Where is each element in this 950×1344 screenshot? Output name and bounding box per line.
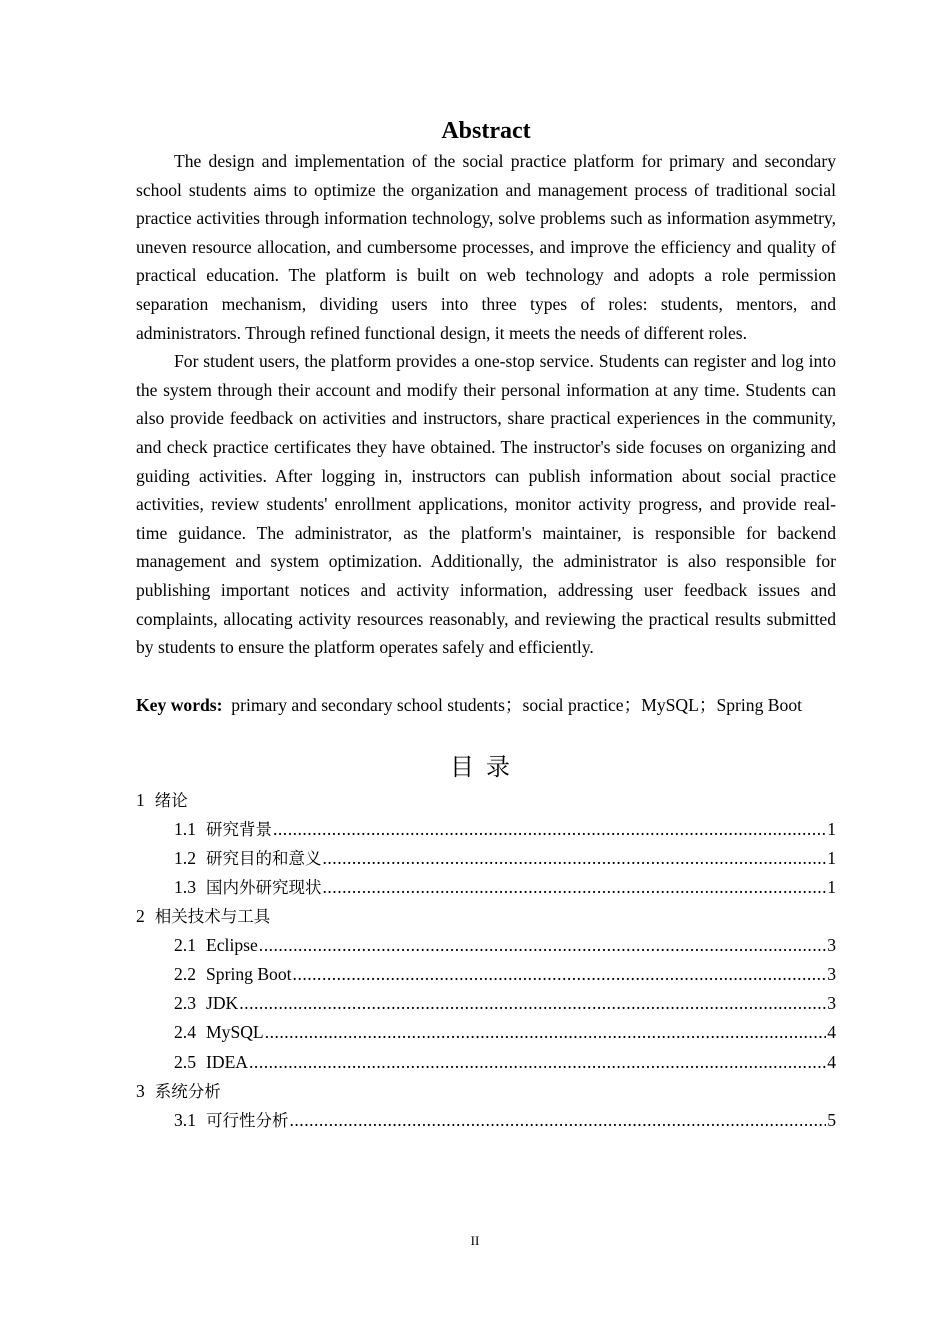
toc-entry[interactable]	[136, 786, 836, 815]
toc-title: 目录	[450, 752, 522, 781]
toc-dot-leader	[259, 931, 826, 960]
toc-entry[interactable]	[136, 1077, 836, 1106]
keywords-text: primary and secondary school students；social practice；MySQL；Spring Boot	[231, 694, 803, 715]
toc-entry-number: 2.4	[174, 1022, 196, 1043]
toc-entry[interactable]	[136, 873, 836, 902]
toc-entry-title: 研究目的和意义	[206, 848, 322, 868]
toc-entry-page: 5	[827, 1109, 836, 1130]
toc-entry[interactable]	[136, 989, 836, 1018]
toc-entry-title: 研究背景	[206, 819, 272, 839]
toc-entry[interactable]	[136, 1106, 836, 1135]
toc-dot-leader	[293, 960, 827, 989]
abstract-title: Abstract	[441, 118, 531, 144]
keywords-label: Key words:	[136, 694, 223, 715]
abstract-paragraph-1: The design and implementation of the social practice platform for primary and secondary school students aims to optimize the organization and management process of traditional social practice activities through information technology, solve problems such as information asymmetry, uneven resource allocation, and cumbersome processes, and improve the efficiency and quality of practical education. The platform is built on web technology and adopts a role permission separation mechanism, dividing users into three types of roles: students, mentors, and administrators. Through refined functional design, it meets the needs of different roles.	[136, 151, 836, 343]
toc-entry-number: 1.1	[174, 818, 196, 839]
keywords-line	[136, 691, 836, 720]
toc-entry-title: 国内外研究现状	[206, 877, 322, 897]
toc-entry-page: 1	[827, 847, 836, 868]
toc-entry-title: 绪论	[154, 790, 188, 810]
toc-dot-leader	[239, 989, 826, 1018]
toc-dot-leader	[323, 873, 827, 902]
toc-entry-title: JDK	[206, 993, 239, 1014]
toc-entry-number: 2.5	[174, 1051, 196, 1072]
toc-entry-page: 3	[827, 964, 836, 985]
toc-entry[interactable]	[136, 902, 836, 931]
toc-entry-title: Eclipse	[206, 935, 258, 956]
toc-dot-leader	[273, 815, 826, 844]
toc-entry[interactable]	[136, 844, 836, 873]
toc-entry-title: 相关技术与工具	[154, 907, 271, 927]
toc-entry[interactable]	[136, 1018, 836, 1047]
toc-entry[interactable]	[136, 931, 836, 960]
toc-entry-title: IDEA	[206, 1051, 249, 1072]
toc-entry-page: 3	[827, 935, 836, 956]
page-content	[136, 115, 836, 1135]
toc-entry-title: 可行性分析	[206, 1110, 289, 1130]
toc-entry-page: 4	[827, 1051, 836, 1072]
toc-entry-page: 3	[827, 993, 836, 1014]
toc-entry[interactable]	[136, 960, 836, 989]
toc-entry-number: 3	[136, 1080, 145, 1101]
toc-entry-page: 1	[827, 876, 836, 897]
toc-entry-number: 1	[136, 789, 145, 810]
toc-entry-number: 2.2	[174, 964, 196, 985]
toc-entry-number: 1.3	[174, 876, 196, 897]
toc-entry-number: 1.2	[174, 847, 196, 868]
toc-entry-title: 系统分析	[154, 1081, 221, 1101]
toc-entry-page: 4	[827, 1022, 836, 1043]
toc-entry-number: 2.1	[174, 935, 196, 956]
toc-entry[interactable]	[136, 1048, 836, 1077]
toc-entry-number: 2	[136, 906, 145, 927]
table-of-contents	[136, 786, 836, 1135]
toc-entry-title: MySQL	[206, 1022, 264, 1043]
abstract-paragraph-2: For student users, the platform provides a one-stop service. Students can register and log into the system through their account and modify their personal information at any time. Students can also provide feedback on activities and instructors, share practical experiences in the community, and check practice certificates they have obtained. The instructor's side focuses on organizing and guiding activities. After logging in, instructors can publish information about social practice activities, review students' enrollment applications, monitor activity progress, and provide real-time guidance. The administrator, as the platform's maintainer, is responsible for backend management and system optimization. Additionally, the administrator is also responsible for publishing important notices and activity information, addressing user feedback issues and complaints, allocating activity resources reasonably, and reviewing the practical results submitted by students to ensure the platform operates safely and efficiently.	[136, 351, 836, 658]
toc-dot-leader	[290, 1106, 827, 1135]
toc-entry-title: Spring Boot	[206, 964, 292, 985]
toc-entry-number: 2.3	[174, 993, 196, 1014]
toc-entry[interactable]	[136, 815, 836, 844]
toc-entry-number: 3.1	[174, 1109, 196, 1130]
toc-entry-page: 1	[827, 818, 836, 839]
toc-dot-leader	[265, 1018, 827, 1047]
toc-dot-leader	[323, 844, 827, 873]
page-number: II	[470, 1233, 480, 1248]
toc-dot-leader	[249, 1048, 826, 1077]
